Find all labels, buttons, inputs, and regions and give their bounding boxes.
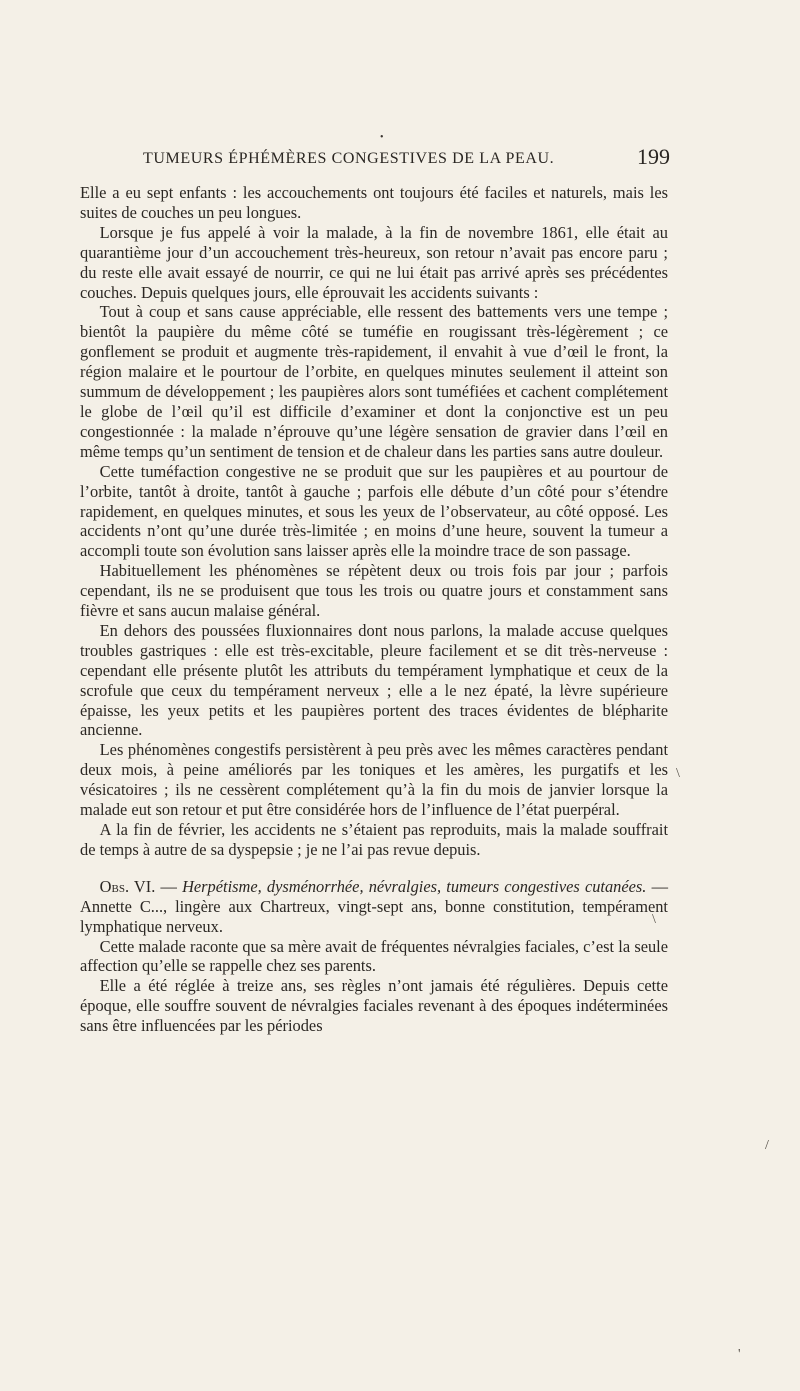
observation-dash: — <box>155 876 183 896</box>
paragraph: Cette malade raconte que sa mère avait de fréquentes névralgies faciales, c’est la seule affection qu’elle se rappelle chez ses parents. <box>80 936 668 976</box>
paragraph: Habituellement les phénomènes se répètent deux ou trois fois par jour ; parfois cependant, ils ne se produisent que tous les trois ou quatre jours et constamment sans fièvre et sans aucun malaise général. <box>80 561 668 621</box>
page-number: 199 <box>637 144 670 169</box>
paragraph: Elle a été réglée à treize ans, ses règles n’ont jamais été régulières. Depuis cette époque, elle souffre souvent de névralgies faciales revenant à des époques indéterminées sans être influencées par les périodes <box>80 976 668 1036</box>
paragraph: Lorsque je fus appelé à voir la malade, à la fin de novembre 1861, elle était au quarantième jour d’un accouchement très-heureux, son retour n’avait pas encore paru ; du reste elle avait essayé de nourrir, ce qui ne lui était pas arrivé après ses précédentes couches. Depuis quelques jours, elle éprouvait les accidents suivants : <box>80 222 668 302</box>
observation-title: Herpétisme, dysménorrhée, névralgies, tumeurs congestives cutanées. <box>182 876 647 896</box>
printer-dot: • <box>380 132 384 143</box>
observation-label: Obs. VI. <box>99 876 156 896</box>
paragraph: Tout à coup et sans cause appréciable, elle ressent des battements vers une tempe ; bientôt la paupière du même côté se tuméfie en rougissant très-légèrement ; ce gonflement se produit et augmente très-rapidement, il envahit à vue d’œil le front, la région malaire et le pourtour de l’orbite, en quelques minutes seulement il atteint son summum de développement ; les paupières alors sont tuméfiées et cachent complétement le globe de l’œil qu’il est difficile d’examiner et dont la conjonctive est un peu congestionnée : la malade n’éprouve qu’une légère sensation de gravier dans l’œil en même temps qu’un sentiment de tension et de chaleur dans les parties sans autre douleur. <box>80 302 668 461</box>
margin-mark: / <box>765 1138 769 1153</box>
body-text <box>80 183 668 1036</box>
observation-intro: — Annette C..., lingère aux Chartreux, vingt-sept ans, bonne constitution, tempérament lymphatique nerveux. <box>80 876 668 936</box>
section-gap <box>80 860 668 877</box>
margin-mark: ' <box>738 1347 741 1362</box>
paragraph: Cette tuméfaction congestive ne se produit que sur les paupières et au pourtour de l’orbite, tantôt à droite, tantôt à gauche ; parfois elle débute d’un côté pour s’étendre rapidement, en quelques minutes, et sous les yeux de l’observateur, au côté opposé. Les accidents n’ont qu’une durée très-limitée ; en moins d’une heure, souvent la tumeur a accompli toute son évolution sans laisser après elle la moindre trace de son passage. <box>80 461 668 561</box>
paragraph: A la fin de février, les accidents ne s’étaient pas reproduits, mais la malade souffrait de temps à autre de sa dyspepsie ; je ne l’ai pas revue depuis. <box>80 820 668 859</box>
paragraph: Elle a eu sept enfants : les accouchements ont toujours été faciles et naturels, mais les suites de couches un peu longues. <box>80 183 668 222</box>
running-title: TUMEURS ÉPHÉMÈRES CONGESTIVES DE LA PEAU. <box>143 150 555 167</box>
observation-heading <box>80 877 668 937</box>
paragraph: Les phénomènes congestifs persistèrent à peu près avec les mêmes caractères pendant deux mois, à peine améliorés par les toniques et les amères, les purgatifs et les vésicatoires ; ils ne cessèrent complétement qu’à la fin du mois de janvier lorsque la malade eut son retour et put être considérée hors de l’influence de l’état puerpéral. <box>80 740 668 820</box>
margin-mark: \ <box>652 912 656 927</box>
paragraph: En dehors des poussées fluxionnaires dont nous parlons, la malade accuse quelques troubles gastriques : elle est très-excitable, pleure facilement et se dit très-nerveuse : cependant elle présente plutôt les attributs du tempérament lymphatique et ceux de la scrofule que ceux du tempérament nerveux ; elle a le nez épaté, la lèvre supérieure épaisse, les yeux petits et les paupières portent des traces évidentes de blépharite ancienne. <box>80 620 668 740</box>
margin-mark: \ <box>676 766 680 781</box>
